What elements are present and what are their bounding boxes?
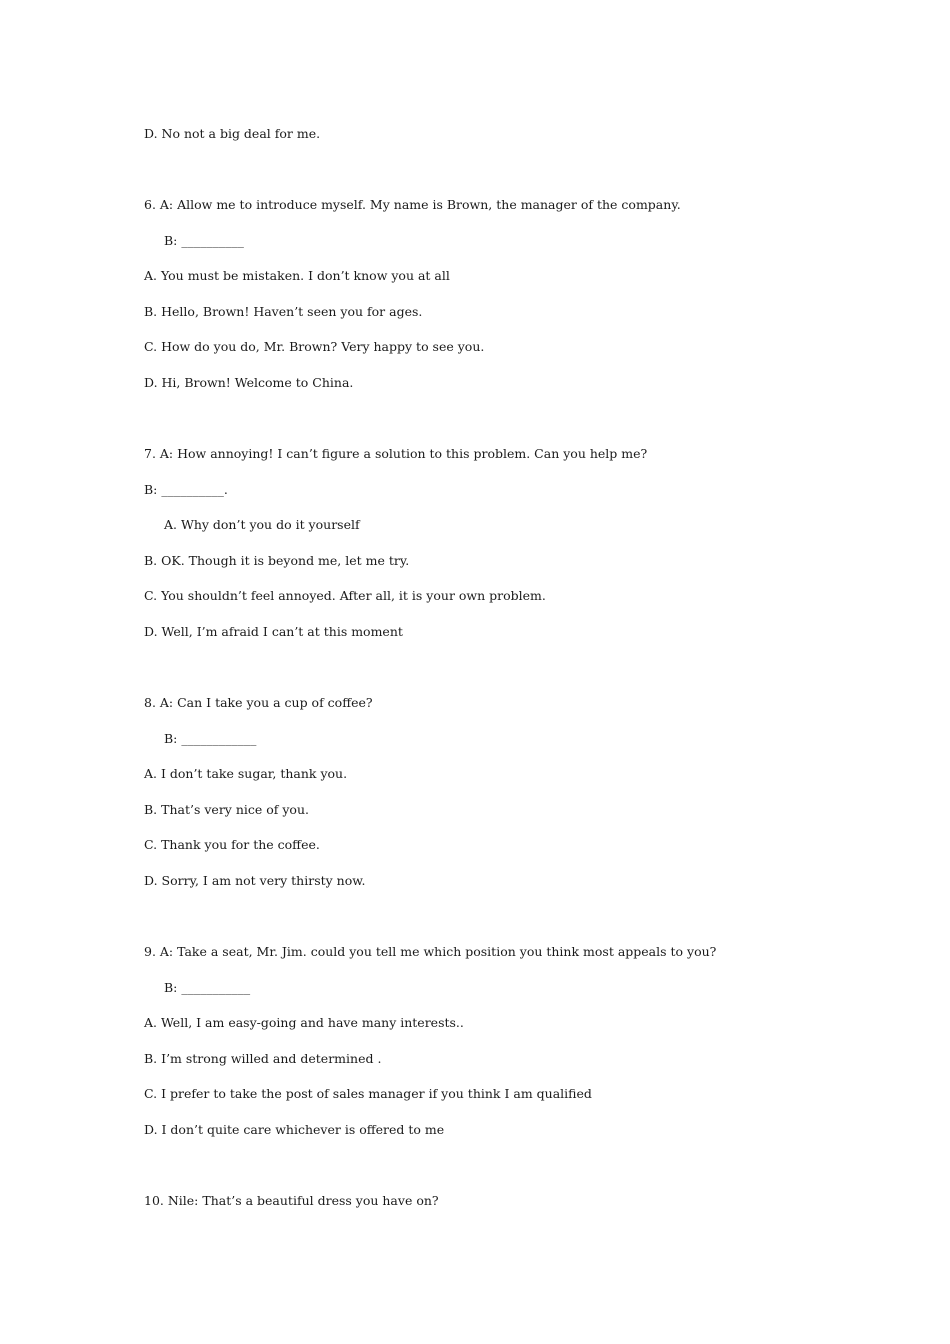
q9-prompt: 9. A: Take a seat, Mr. Jim. could you tell me which position you think most appeals to you? <box>144 944 717 959</box>
q8-option-a: A. I don’t take sugar, thank you. <box>144 766 348 781</box>
q9-option-a: A. Well, I am easy-going and have many interests.. <box>144 1015 464 1030</box>
q6-option-d: D. Hi, Brown! Welcome to China. <box>144 375 354 390</box>
q6-option-a: A. You must be mistaken. I don’t know you at all <box>144 268 450 283</box>
q6-reply-blank: B: __________ <box>164 233 244 248</box>
q8-option-c: C. Thank you for the coffee. <box>144 837 320 852</box>
q8-prompt: 8. A: Can I take you a cup of coffee? <box>144 695 373 710</box>
q8-option-d: D. Sorry, I am not very thirsty now. <box>144 873 366 888</box>
q7-option-d: D. Well, I’m afraid I can’t at this moment <box>144 624 403 639</box>
q6-option-b: B. Hello, Brown! Haven’t seen you for ages. <box>144 304 423 319</box>
q9-option-d: D. I don’t quite care whichever is offered to me <box>144 1122 445 1137</box>
q9-reply-blank: B: ___________ <box>164 980 251 995</box>
q9-option-b: B. I’m strong willed and determined . <box>144 1051 382 1066</box>
q6-prompt: 6. A: Allow me to introduce myself. My name is Brown, the manager of the company. <box>144 197 681 212</box>
q10-prompt: 10. Nile: That’s a beautiful dress you have on? <box>144 1193 439 1208</box>
q7-option-c: C. You shouldn’t feel annoyed. After all, it is your own problem. <box>144 588 546 603</box>
q8-reply-blank: B: ____________ <box>164 731 257 746</box>
q7-option-a: A. Why don’t you do it yourself <box>164 517 360 532</box>
q7-reply-blank: B: __________. <box>144 482 228 497</box>
q8-option-b: B. That’s very nice of you. <box>144 802 309 817</box>
q9-option-c: C. I prefer to take the post of sales manager if you think I am qualified <box>144 1086 592 1101</box>
q7-option-b: B. OK. Though it is beyond me, let me try. <box>144 553 410 568</box>
q7-prompt: 7. A: How annoying! I can’t figure a solution to this problem. Can you help me? <box>144 446 648 461</box>
q6-option-c: C. How do you do, Mr. Brown? Very happy to see you. <box>144 339 485 354</box>
q5-option-d: D. No not a big deal for me. <box>144 126 321 141</box>
